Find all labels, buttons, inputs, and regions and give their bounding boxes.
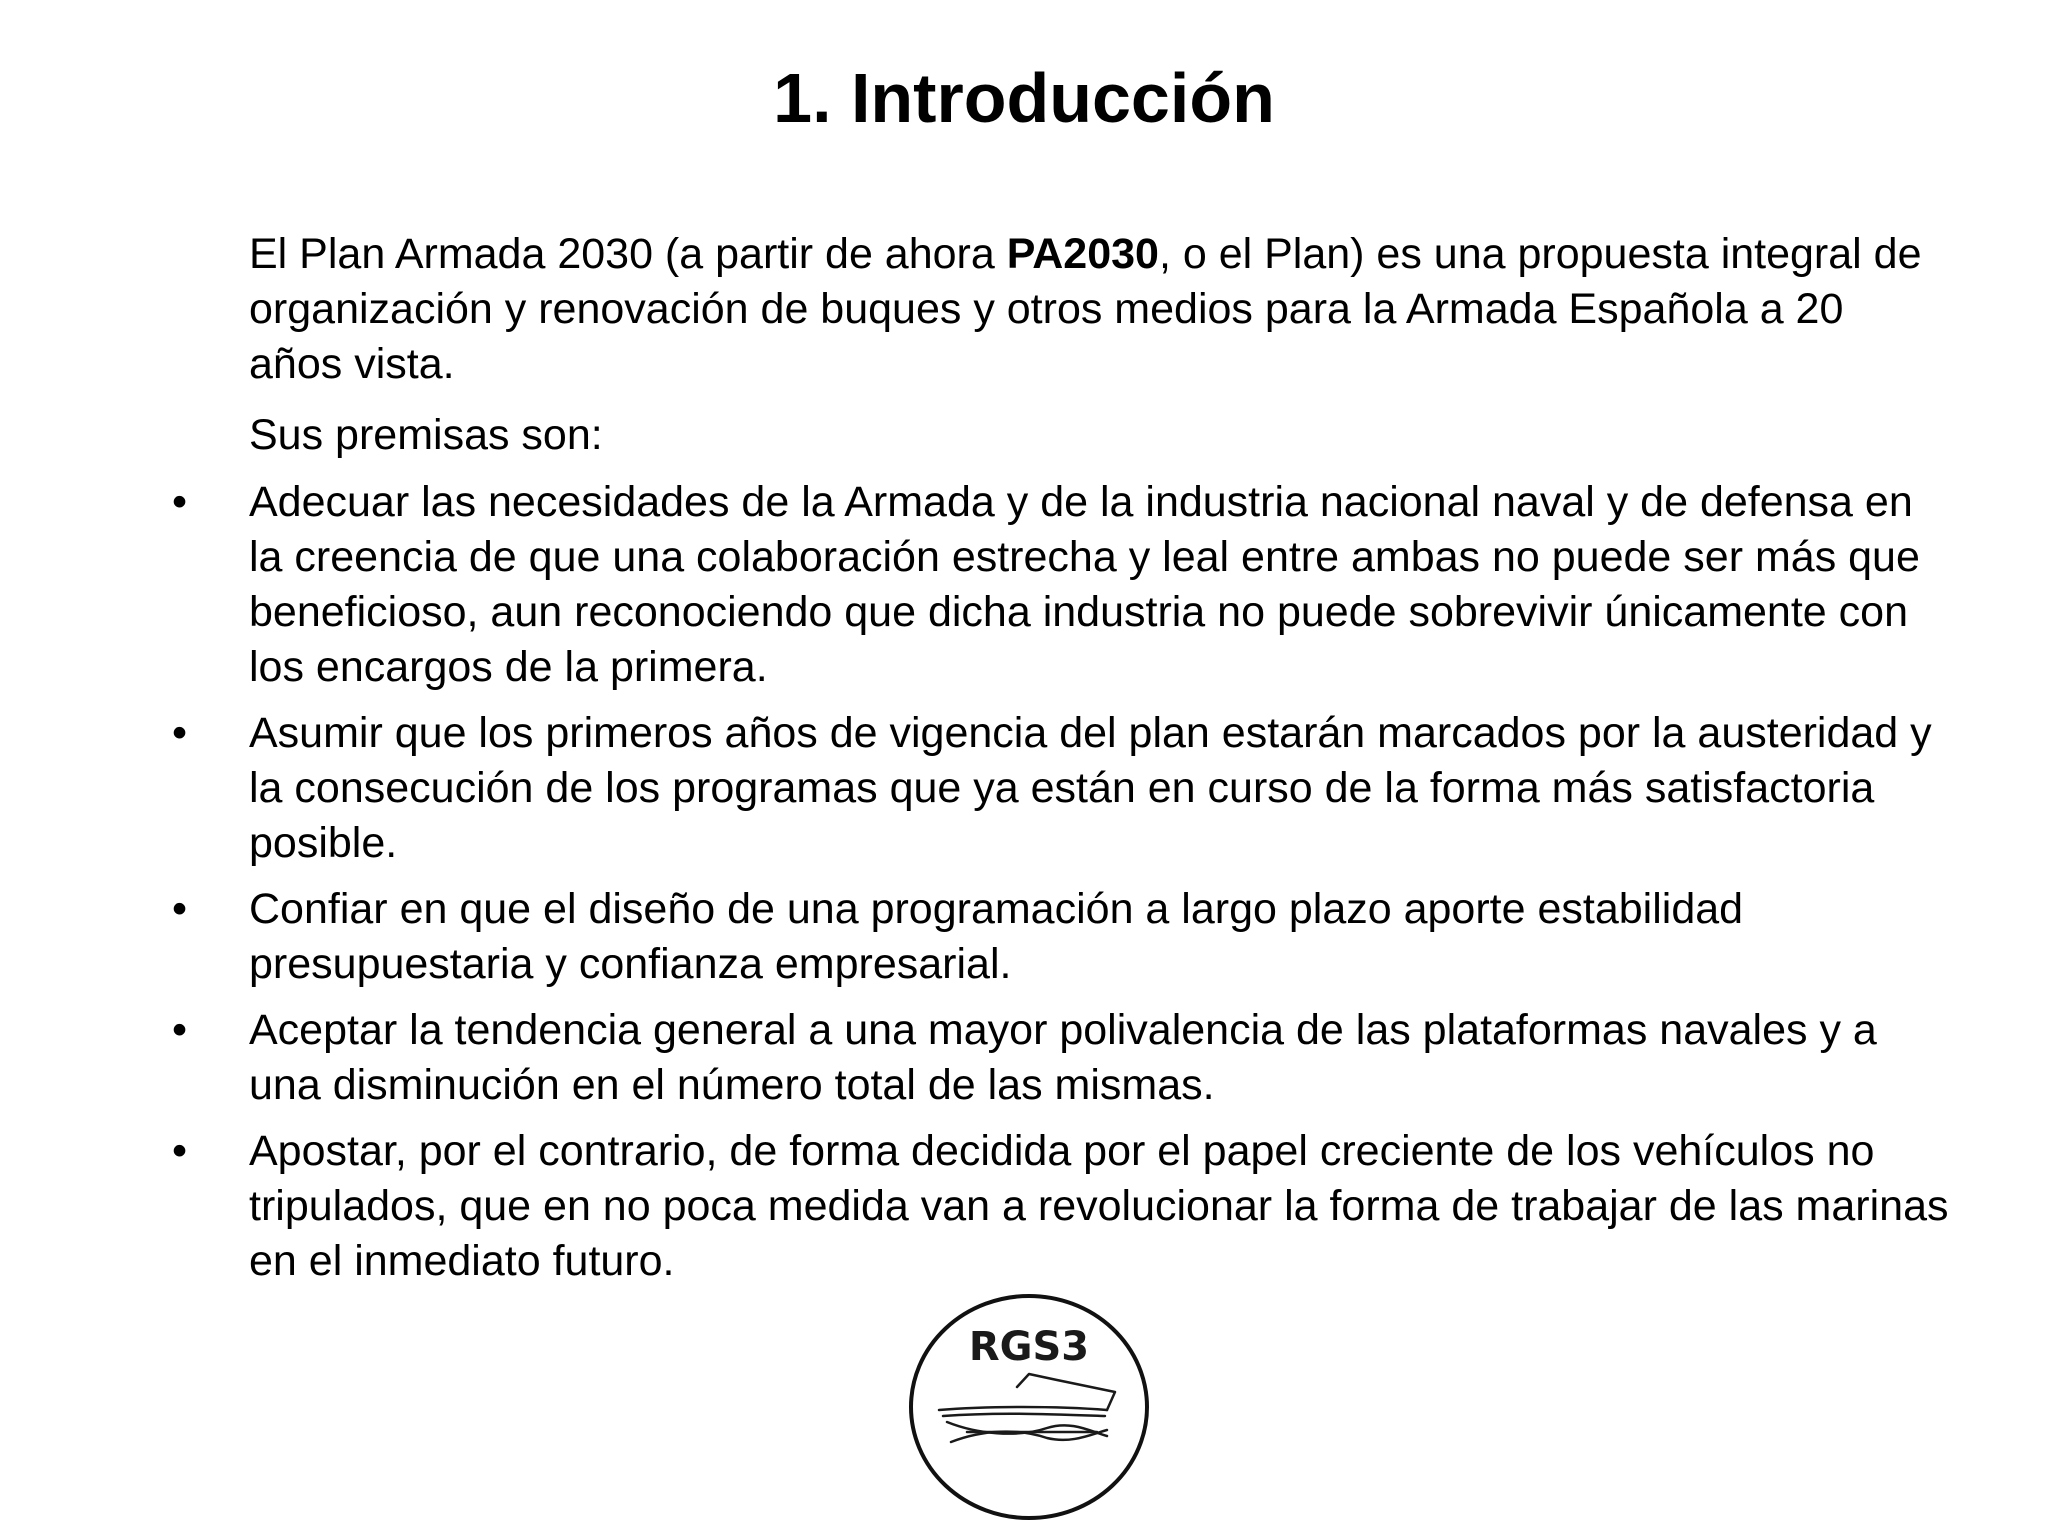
list-item-text: Apostar, por el contrario, de forma decidida por el papel creciente de los vehículos no tripulados, que en no poca medida van a revolucionar la forma de trabajar de las marinas en el inmediato futuro. <box>249 1127 1949 1285</box>
bullet-icon: • <box>172 478 188 526</box>
list-item-text: Aceptar la tendencia general a una mayor polivalencia de las plataformas navales y a una disminución en el número total de las mismas. <box>249 1006 1877 1109</box>
intro-text-after: , o el Plan) es una propuesta integral de organización y renovación de buques y otros medios para la Armada Española a 20 años vista. <box>249 230 1922 388</box>
list-item-text: Asumir que los primeros años de vigencia del plan estarán marcados por la austeridad y la consecución de los programas que ya están en curso de la forma más satisfactoria posible. <box>249 709 1932 867</box>
bullet-icon: • <box>172 1006 188 1054</box>
intro-bold-acronym: PA2030 <box>1006 230 1159 278</box>
list-item <box>0 706 1949 871</box>
premises-list <box>0 475 2048 1300</box>
bullet-icon: • <box>172 885 188 933</box>
list-item <box>0 882 1949 992</box>
page-title: 1. Introducción <box>773 59 1275 137</box>
intro-paragraph <box>249 227 1929 392</box>
premisas-label: Sus premisas son: <box>249 411 603 459</box>
bullet-icon: • <box>172 709 188 757</box>
bullet-icon: • <box>172 1127 188 1175</box>
list-item <box>0 475 1949 695</box>
list-item-text: Adecuar las necesidades de la Armada y de la industria nacional naval y de defensa en la creencia de que una colaboración estrecha y leal entre ambas no puede ser más que beneficioso, aun reconociendo que dicha industria no puede sobrevivir únicamente con los encargos de la primera. <box>249 478 1920 691</box>
logo-text: RGS3 <box>968 1324 1090 1370</box>
list-item-text: Confiar en que el diseño de una programación a largo plazo aporte estabilidad presupuestaria y confianza empresarial. <box>249 885 1744 988</box>
list-item <box>0 1003 1949 1113</box>
rgs3-logo <box>907 1292 1151 1522</box>
list-item <box>0 1124 1949 1289</box>
intro-text-before: El Plan Armada 2030 (a partir de ahora <box>249 230 1007 278</box>
